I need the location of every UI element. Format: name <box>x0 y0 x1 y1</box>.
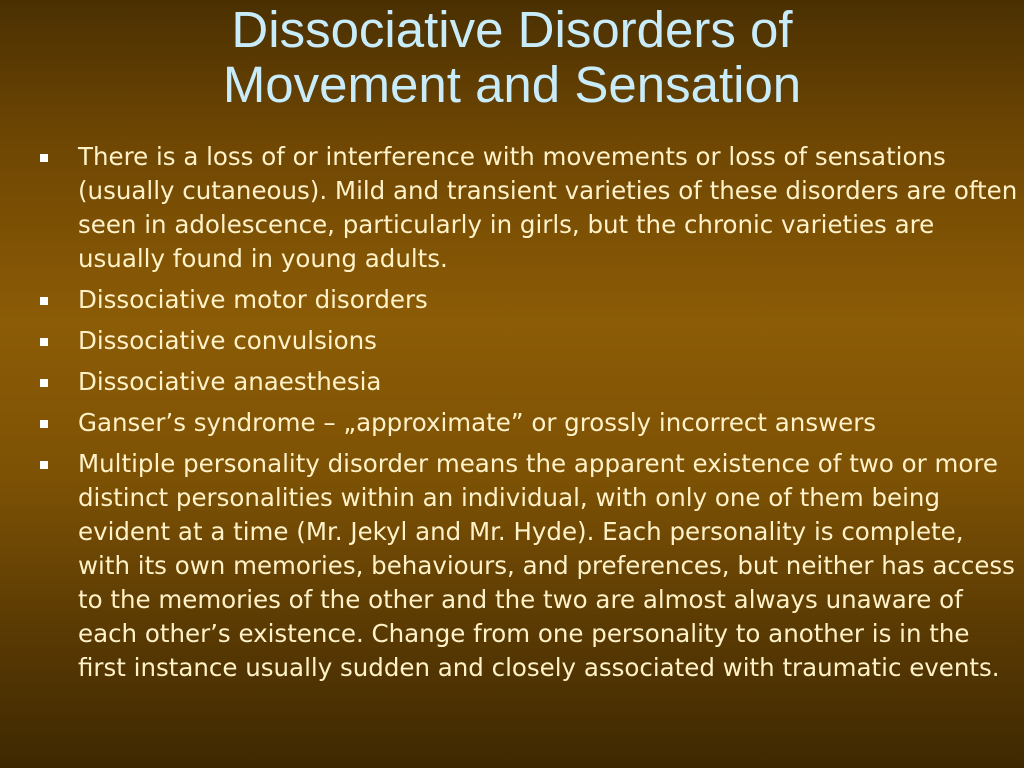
bullet-text: Dissociative anaesthesia <box>78 367 382 396</box>
bullet-item <box>38 324 1018 358</box>
bullet-item <box>38 283 1018 317</box>
square-bullet-icon <box>40 338 48 346</box>
bullet-text: Multiple personality disorder means the apparent existence of two or more distinct personalities within an individual, with only one of them being evident at a time (Mr. Jekyl and Mr. Hyde). Each personality is complete, with its own memories, behaviours, and preferences, but neither has access to the memories of the other and the two are almost always unaware of each other’s existence. Change from one personality to another is in the first instance usually sudden and closely associated with traumatic events. <box>78 449 1015 682</box>
bullet-list <box>38 140 1018 692</box>
bullet-item <box>38 365 1018 399</box>
bullet-item <box>38 406 1018 440</box>
bullet-text: There is a loss of or interference with movements or loss of sensations (usually cutaneous). Mild and transient varieties of these disorders are often seen in adolescence, particularly in girls, but the chronic varieties are usually found in young adults. <box>78 142 1018 273</box>
square-bullet-icon <box>40 420 48 428</box>
slide-title-line-1: Dissociative Disorders of <box>231 1 793 58</box>
slide-title-line-2: Movement and Sensation <box>222 56 802 113</box>
square-bullet-icon <box>40 154 48 162</box>
bullet-text: Dissociative motor disorders <box>78 285 428 314</box>
bullet-item <box>38 447 1018 685</box>
bullet-text: Dissociative convulsions <box>78 326 377 355</box>
square-bullet-icon <box>40 297 48 305</box>
square-bullet-icon <box>40 461 48 469</box>
slide-title <box>0 2 1024 112</box>
square-bullet-icon <box>40 379 48 387</box>
bullet-text: Ganser’s syndrome – „approximate” or grossly incorrect answers <box>78 408 877 437</box>
bullet-item <box>38 140 1018 276</box>
